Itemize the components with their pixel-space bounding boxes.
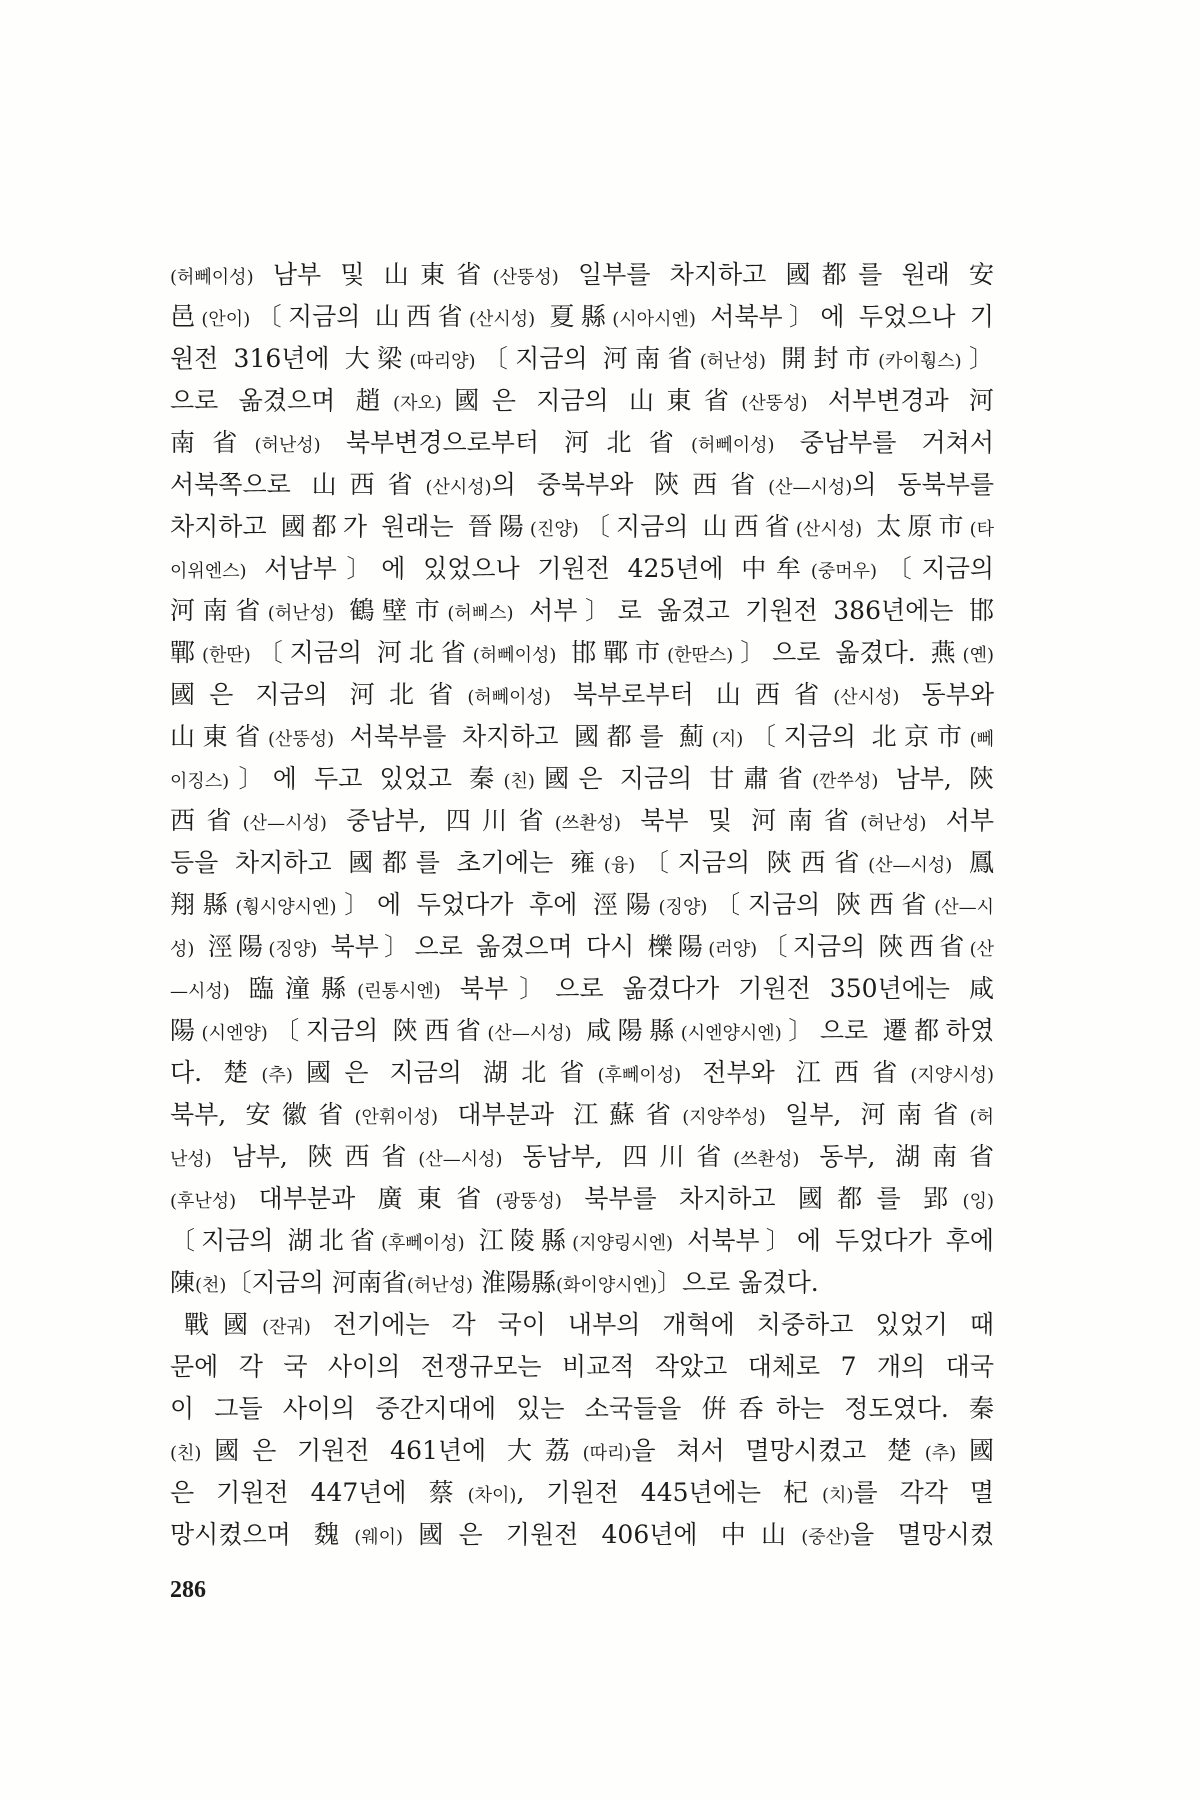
text-line: (허뻬이성) 남부 및 山東省(산뚱성) 일부를 차지하고 國都를 원래 安 — [170, 260, 994, 289]
text-line: 〔지금의 湖北省(후뻬이성) 江陵縣(지양링시엔) 서북부〕에 두었다가 후에 — [170, 1226, 994, 1255]
text-line: 戰國(잔궈) 전기에는 각 국이 내부의 개혁에 치중하고 있었기 때 — [184, 1310, 994, 1339]
text-line: 이위엔스) 서남부〕에 있었으나 기원전 425년에 中牟(중머우)〔지금의 — [170, 554, 994, 583]
text-line: 성) 涇陽(징양) 북부〕으로 옮겼으며 다시 櫟陽(러양)〔지금의 陝西省(산 — [170, 932, 994, 961]
text-line: 西省(산—시성) 중남부, 四川省(쓰촨성) 북부 및 河南省(허난성) 서부 — [170, 806, 994, 835]
text-line: (후난성) 대부분과 廣東省(광뚱성) 북부를 차지하고 國都를 郢(잉) — [170, 1184, 994, 1213]
text-line: 河南省(허난성) 鶴壁市(허삐스) 서부〕로 옮겼고 기원전 386년에는 邯 — [170, 596, 994, 625]
paragraph — [170, 254, 994, 1304]
text-line: 翔縣(훵시양시엔)〕에 두었다가 후에 涇陽(징양)〔지금의 陝西省(산—시 — [170, 890, 994, 919]
text-line: —시성) 臨潼縣(린통시엔) 북부〕으로 옮겼다가 기원전 350년에는 咸 — [170, 974, 994, 1003]
text-line: 망시켰으며 魏(웨이)國은 기원전 406년에 中山(중산)을 멸망시켰 — [170, 1520, 994, 1549]
paragraph — [170, 1304, 994, 1556]
text-line: 이징스)〕에 두고 있었고 秦(친)國은 지금의 甘肅省(깐쑤성) 남부, 陝 — [170, 764, 994, 793]
body-text — [170, 254, 994, 1556]
text-line: 山東省(산뚱성) 서북부를 차지하고 國都를 薊(지)〔지금의 北京市(뻬 — [170, 722, 994, 751]
text-line: 원전 316년에 大梁(따리양)〔지금의 河南省(허난성) 開封市(카이훵스)〕 — [170, 344, 994, 373]
text-line: 문에 각 국 사이의 전쟁규모는 비교적 작았고 대체로 7 개의 대국 — [170, 1352, 994, 1381]
text-line: 陽(시엔양)〔지금의 陝西省(산—시성) 咸陽縣(시엔양시엔)〕으로 遷都하였 — [170, 1016, 994, 1045]
text-line: 북부, 安徽省(안휘이성) 대부분과 江蘇省(지양쑤성) 일부, 河南省(허 — [170, 1100, 994, 1129]
text-line: 은 기원전 447년에 蔡(차이), 기원전 445년에는 杞(치)를 각각 멸 — [170, 1478, 994, 1507]
text-line: 邑(안이)〔지금의 山西省(산시성) 夏縣(시아시엔) 서북부〕에 두었으나 기 — [170, 302, 994, 331]
text-line: 國은 지금의 河北省(허뻬이성) 북부로부터 山西省(산시성) 동부와 — [170, 680, 994, 709]
text-line: 陳(천)〔지금의 河南省(허난성) 淮陽縣(화이양시엔)〕으로 옮겼다. — [170, 1268, 819, 1297]
text-line: 南省(허난성) 북부변경으로부터 河北省(허뻬이성) 중남부를 거쳐서 — [170, 428, 994, 457]
text-line: 난성) 남부, 陝西省(산—시성) 동남부, 四川省(쓰촨성) 동부, 湖南省 — [170, 1142, 994, 1171]
text-line: 이 그들 사이의 중간지대에 있는 소국들을 倂呑하는 정도였다. 秦 — [170, 1394, 994, 1423]
text-line: 鄲(한딴)〔지금의 河北省(허뻬이성) 邯鄲市(한딴스)〕으로 옮겼다. 燕(옌) — [170, 638, 994, 667]
text-line: 다. 楚(추)國은 지금의 湖北省(후뻬이성) 전부와 江西省(지양시성) — [170, 1058, 994, 1087]
text-line: 등을 차지하고 國都를 초기에는 雍(융)〔지금의 陝西省(산—시성) 鳳 — [170, 848, 994, 877]
text-line: (친)國은 기원전 461년에 大荔(따리)을 쳐서 멸망시켰고 楚(추)國 — [170, 1436, 994, 1465]
text-line: 차지하고 國都가 원래는 晉陽(진양)〔지금의 山西省(산시성) 太原市(타 — [170, 512, 994, 541]
text-line: 으로 옮겼으며 趙(자오)國은 지금의 山東省(산뚱성) 서부변경과 河 — [170, 386, 994, 415]
text-line: 서북쪽으로 山西省(산시성)의 중북부와 陝西省(산—시성)의 동북부를 — [170, 470, 994, 499]
page-number: 286 — [170, 1577, 206, 1603]
